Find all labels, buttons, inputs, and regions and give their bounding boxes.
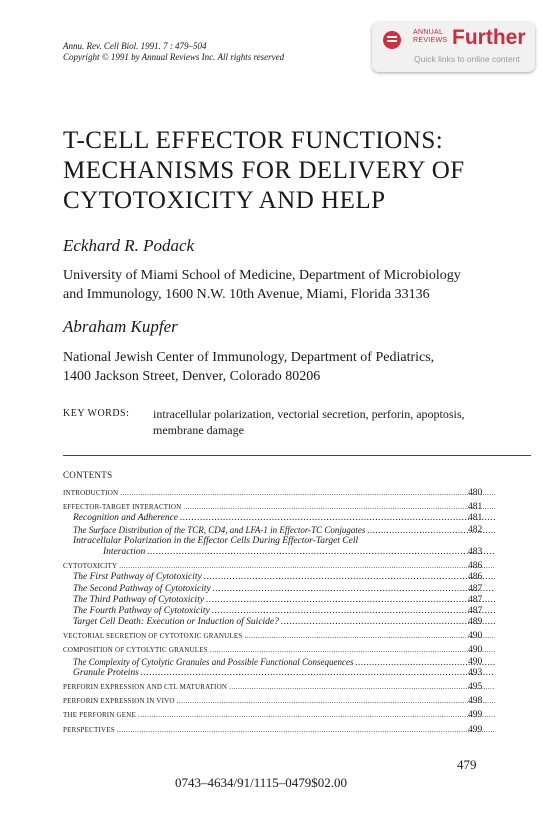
title-line: MECHANISMS FOR DELIVERY OF [63,157,465,184]
toc-entry[interactable] [63,710,495,721]
annual-reviews-further-badge[interactable] [372,22,535,72]
toc-label: The Second Pathway of Cytotoxicity [73,583,211,594]
journal-citation [63,41,284,63]
journal-citation-line: Annu. Rev. Cell Biol. 1991. 7 : 479–504 [63,41,207,51]
toc-entry[interactable] [63,606,495,617]
toc-entry[interactable] [63,668,495,679]
table-of-contents [63,488,495,736]
contents-heading: CONTENTS [63,470,113,480]
toc-label: VECTORIAL SECRETION OF CYTOTOXIC GRANULES [63,632,243,641]
toc-entry[interactable] [63,547,495,558]
toc-page: 489 [468,617,483,628]
toc-page: 495 [468,682,483,692]
toc-label: PERFORIN EXPRESSION AND CTL MATURATION [63,683,228,691]
author-name: Eckhard R. Podack [63,236,195,255]
badge-subtitle: Quick links to online content [414,54,520,64]
toc-label: The Surface Distribution of the TCR, CD4, and LFA-1 in Effector-TC Conjugates [73,524,366,535]
affiliation-line: University of Miami School of Medicine, Department of Microbiology [63,268,461,283]
toc-label: PERFORIN EXPRESSION IN VIVO [63,697,175,706]
toc-entry[interactable] [63,536,495,547]
keywords-text [153,406,538,438]
copyright-line: Copyright © 1991 by Annual Reviews Inc. All rights reserved [63,52,285,62]
toc-entry[interactable] [63,657,495,668]
toc-label: Interaction [103,546,146,557]
toc-label: The First Pathway of Cytotoxicity [73,572,202,583]
toc-page: 493 [468,667,483,678]
toc-page: 490 [468,645,483,656]
toc-entry[interactable] [63,696,495,707]
badge-further-text: Further [452,26,526,49]
toc-page: 490 [468,631,483,642]
toc-label: PERSPECTIVES [63,725,115,734]
author-affiliation [63,266,533,304]
toc-entry[interactable] [63,631,495,642]
title-line: T-CELL EFFECTOR FUNCTIONS: [63,127,444,154]
author-affiliation [63,348,533,386]
toc-page: 498 [468,696,483,707]
badge-annual-text: ANNUAL [413,29,444,36]
affiliation-line: National Jewish Center of Immunology, Department of Pediatrics, [63,350,435,365]
author-name: Abraham Kupfer [63,317,178,336]
toc-page: 487 [468,605,483,616]
toc-entry[interactable] [63,595,495,606]
toc-entry[interactable] [63,525,495,536]
toc-entry[interactable] [63,572,495,583]
toc-label: Recognition and Adherence [73,513,178,524]
toc-label: CYTOTOXICITY [63,562,118,571]
toc-label: The Complexity of Cytolytic Granules and Possible Functional Consequences [73,656,354,667]
toc-page: 486 [468,561,483,572]
toc-page: 481 [468,502,483,513]
toc-label: The Fourth Pathway of Cytotoxicity [73,605,210,616]
toc-entry[interactable] [63,645,495,656]
toc-label: Target Cell Death: Execution or Induction of Suicide? [73,617,279,628]
divider [63,455,531,456]
toc-page: 499 [468,724,483,735]
badge-reviews-text: REVIEWS [413,37,448,44]
toc-page: 481 [468,513,483,524]
toc-label: COMPOSITION OF CYTOLYTIC GRANULES [63,646,208,655]
toc-label: THE PERFORIN GENE [63,711,137,720]
title-line: CYTOTOXICITY AND HELP [63,187,386,214]
affiliation-line: 1400 Jackson Street, Denver, Colorado 80206 [63,369,321,384]
toc-page: 490 [468,656,483,667]
page-number: 479 [457,757,477,772]
affiliation-line: and Immunology, 1600 N.W. 10th Avenue, Miami, Florida 33136 [63,287,430,302]
issn-line: 0743–4634/91/1115–0479$02.00 [175,775,348,790]
toc-entry[interactable] [63,584,495,595]
keywords-line: intracellular polarization, vectorial secretion, perforin, apoptosis, [153,407,465,421]
toc-label: EFFECTOR-TARGET INTERACTION [63,503,182,512]
toc-page: 487 [468,583,483,594]
toc-entry[interactable] [63,502,495,513]
article-title [63,126,533,216]
toc-label: The Third Pathway of Cytotoxicity [73,594,205,605]
toc-page: 483 [468,546,483,557]
toc-label: Intracellular Polarization in the Effector Cells During Effector-Target Cell [73,535,359,546]
toc-page: 487 [468,594,483,605]
toc-entry[interactable] [63,682,495,693]
toc-entry[interactable] [63,513,495,524]
toc-page: 482 [468,524,483,535]
keywords-line: membrane damage [153,423,244,437]
toc-page: 486 [468,572,483,583]
annual-reviews-logo-icon [383,31,401,49]
toc-label: Granule Proteins [73,667,139,678]
badge-brand [413,29,447,45]
toc-entry[interactable] [63,725,495,736]
toc-entry[interactable] [63,488,495,499]
keywords-label: KEY WORDS: [63,408,130,419]
toc-entry[interactable] [63,617,495,628]
toc-label: INTRODUCTION [63,489,119,497]
toc-entry[interactable] [63,561,495,572]
toc-page: 499 [468,710,483,721]
toc-page: 480 [468,488,483,498]
